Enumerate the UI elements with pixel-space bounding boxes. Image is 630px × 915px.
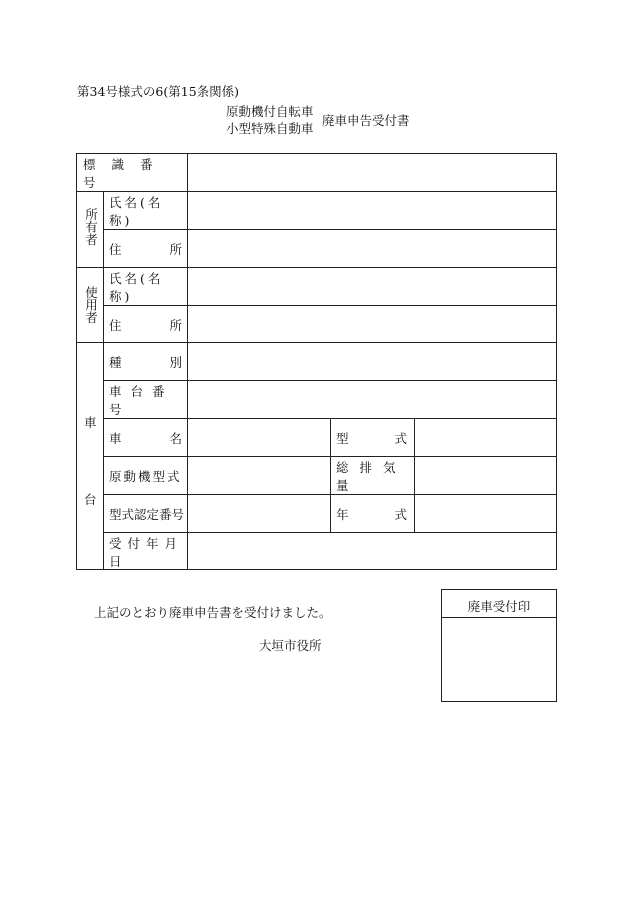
label-chassis-number: 車台番号: [109, 383, 174, 417]
column-divider: [103, 191, 104, 570]
label-displacement: 総排気量: [336, 459, 407, 493]
group-user: 使用者: [83, 286, 99, 324]
user-address-field[interactable]: [188, 306, 556, 342]
label-model: [336, 419, 454, 456]
label-model-text: 型式: [336, 430, 454, 446]
owner-address-field[interactable]: [188, 230, 556, 266]
stamp-area[interactable]: [442, 618, 556, 701]
label-vehicle-name-text: 車名: [109, 430, 231, 446]
label-user-address: [109, 306, 231, 343]
column-divider: [330, 418, 331, 532]
engine-model-field[interactable]: [188, 457, 329, 493]
label-plate-number: 標識番号: [83, 156, 169, 190]
label-vehicle-name: [109, 419, 231, 456]
label-type: [109, 343, 231, 380]
chassis-number-field[interactable]: [188, 381, 556, 417]
label-owner-address-text: 住所: [109, 241, 231, 257]
user-name-field[interactable]: [188, 268, 556, 304]
plate-number-field[interactable]: [188, 154, 556, 190]
group-vehicle-bottom: 台: [84, 492, 97, 507]
year-field[interactable]: [415, 495, 556, 531]
vehicle-type-field[interactable]: [188, 343, 556, 379]
label-user-name: 氏名(名称): [109, 270, 164, 304]
vehicle-name-field[interactable]: [188, 419, 329, 455]
stamp-label: 廃車受付印: [467, 599, 531, 614]
label-year-text: 年式: [336, 506, 454, 522]
approval-number-field[interactable]: [188, 495, 329, 531]
office-name: 大垣市役所: [259, 638, 322, 653]
received-date-field[interactable]: [188, 533, 556, 569]
label-owner-name: 氏名(名称): [109, 194, 164, 228]
label-year: [336, 495, 454, 532]
group-vehicle-top: 車: [84, 415, 97, 430]
receipt-statement: 上記のとおり廃車申告書を受付けました。: [94, 605, 332, 620]
vehicle-type-special: 小型特殊自動車: [226, 121, 314, 136]
label-approval-number: 型式認定番号: [109, 506, 185, 522]
form-number: 第34号様式の6(第15条関係): [77, 84, 240, 99]
owner-name-field[interactable]: [188, 192, 556, 228]
group-owner: 所有者: [83, 208, 99, 246]
form-title: 廃車申告受付書: [322, 113, 410, 128]
label-owner-address: [109, 230, 231, 267]
displacement-field[interactable]: [415, 457, 556, 493]
label-user-address-text: 住所: [109, 317, 231, 333]
label-engine-model: 原動機型式: [109, 468, 182, 484]
label-type-text: 種別: [109, 354, 231, 370]
vehicle-type-moped: 原動機付自転車: [226, 104, 314, 119]
label-received-date: 受付年月日: [109, 535, 184, 569]
model-field[interactable]: [415, 419, 556, 455]
